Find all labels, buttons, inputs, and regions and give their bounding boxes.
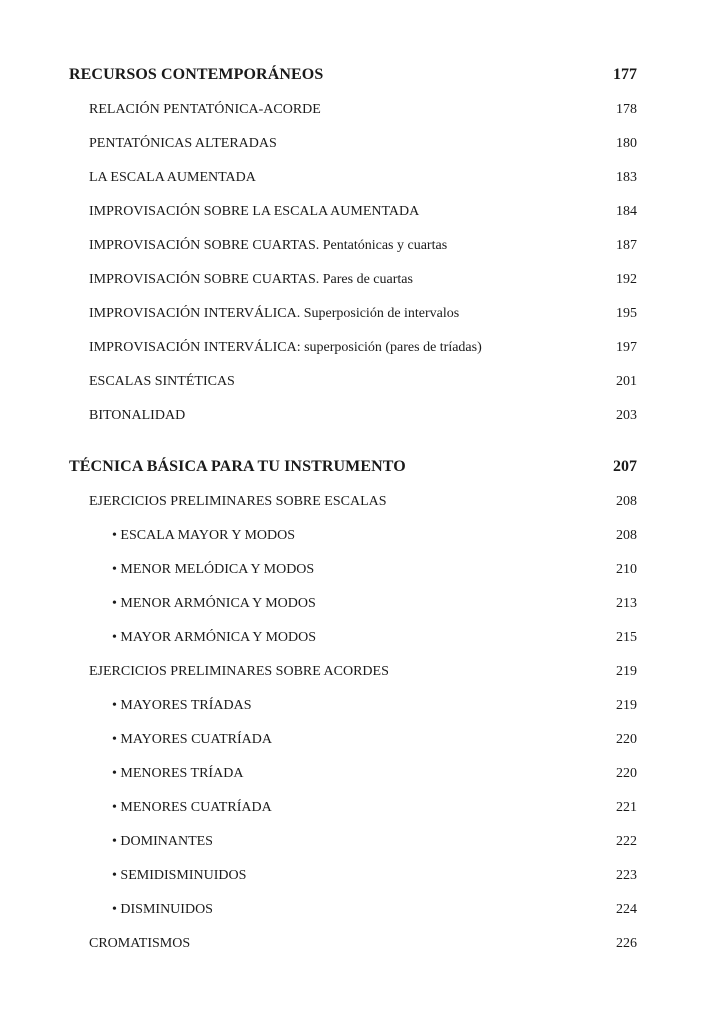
entry-title: IMPROVISACIÓN SOBRE CUARTAS. Pentatónicas y cuartas <box>89 238 448 253</box>
toc-entry <box>0 929 723 959</box>
section-page-number: 207 <box>613 458 637 475</box>
subentry-title: • SEMIDISMINUIDOS <box>112 868 247 883</box>
section-title: TÉCNICA BÁSICA PARA TU INSTRUMENTO <box>69 458 406 475</box>
subentry-title: • DISMINUIDOS <box>112 902 213 917</box>
entry-page-number: 215 <box>616 630 637 645</box>
subentry-title: • ESCALA MAYOR Y MODOS <box>112 528 296 543</box>
entry-title: PENTATÓNICAS ALTERADAS <box>89 136 277 151</box>
toc-entry <box>0 367 723 397</box>
entry-page-number: 180 <box>616 136 637 151</box>
toc-entry <box>0 401 723 431</box>
toc-entry <box>0 299 723 329</box>
entry-page-number: 187 <box>616 238 637 253</box>
entry-page-number: 192 <box>616 272 637 287</box>
toc-subentry <box>0 759 723 789</box>
toc-entry <box>0 487 723 517</box>
toc-subentry <box>0 521 723 551</box>
toc-section-heading <box>0 452 723 482</box>
entry-title: RELACIÓN PENTATÓNICA-ACORDE <box>89 102 321 117</box>
entry-title: EJERCICIOS PRELIMINARES SOBRE ACORDES <box>89 664 389 679</box>
entry-title: IMPROVISACIÓN INTERVÁLICA: superposición (pares de tríadas) <box>89 340 482 355</box>
entry-title: CROMATISMOS <box>89 936 191 951</box>
entry-page-number: 224 <box>616 902 637 917</box>
subentry-title: • MENORES TRÍADA <box>112 766 244 781</box>
toc-entry <box>0 197 723 227</box>
section-title: RECURSOS CONTEMPORÁNEOS <box>69 66 324 83</box>
entry-page-number: 222 <box>616 834 637 849</box>
entry-page-number: 219 <box>616 698 637 713</box>
entry-page-number: 178 <box>616 102 637 117</box>
subentry-title: • DOMINANTES <box>112 834 213 849</box>
entry-page-number: 203 <box>616 408 637 423</box>
entry-title: IMPROVISACIÓN SOBRE CUARTAS. Pares de cuartas <box>89 272 413 287</box>
entry-page-number: 219 <box>616 664 637 679</box>
subentry-title: • MENORES CUATRÍADA <box>112 800 272 815</box>
toc-entry <box>0 657 723 687</box>
toc-subentry <box>0 725 723 755</box>
toc-subentry <box>0 623 723 653</box>
toc-subentry <box>0 793 723 823</box>
section-page-number: 177 <box>613 66 637 83</box>
toc-entry <box>0 129 723 159</box>
subentry-title: • MENOR MELÓDICA Y MODOS <box>112 562 315 577</box>
toc-entry <box>0 95 723 125</box>
entry-page-number: 210 <box>616 562 637 577</box>
toc-entry <box>0 265 723 295</box>
toc-entry <box>0 231 723 261</box>
toc-subentry <box>0 861 723 891</box>
entry-page-number: 221 <box>616 800 637 815</box>
entry-page-number: 226 <box>616 936 637 951</box>
entry-page-number: 201 <box>616 374 637 389</box>
entry-page-number: 208 <box>616 494 637 509</box>
toc-subentry <box>0 555 723 585</box>
entry-title: BITONALIDAD <box>89 408 186 423</box>
toc-subentry <box>0 589 723 619</box>
entry-title: EJERCICIOS PRELIMINARES SOBRE ESCALAS <box>89 494 387 509</box>
toc-entry <box>0 333 723 363</box>
entry-title: IMPROVISACIÓN SOBRE LA ESCALA AUMENTADA <box>89 204 420 219</box>
subentry-title: • MAYORES TRÍADAS <box>112 698 252 713</box>
toc-entry <box>0 163 723 193</box>
subentry-title: • MAYORES CUATRÍADA <box>112 732 272 747</box>
entry-page-number: 213 <box>616 596 637 611</box>
toc-section-heading <box>0 60 723 90</box>
entry-page-number: 220 <box>616 766 637 781</box>
entry-title: ESCALAS SINTÉTICAS <box>89 374 235 389</box>
subentry-title: • MENOR ARMÓNICA Y MODOS <box>112 596 316 611</box>
entry-page-number: 220 <box>616 732 637 747</box>
toc-subentry <box>0 895 723 925</box>
entry-page-number: 183 <box>616 170 637 185</box>
subentry-title: • MAYOR ARMÓNICA Y MODOS <box>112 630 317 645</box>
entry-title: IMPROVISACIÓN INTERVÁLICA. Superposición de intervalos <box>89 306 460 321</box>
entry-page-number: 184 <box>616 204 637 219</box>
entry-page-number: 223 <box>616 868 637 883</box>
toc-subentry <box>0 827 723 857</box>
entry-title: LA ESCALA AUMENTADA <box>89 170 256 185</box>
entry-page-number: 208 <box>616 528 637 543</box>
entry-page-number: 197 <box>616 340 637 355</box>
toc-subentry <box>0 691 723 721</box>
entry-page-number: 195 <box>616 306 637 321</box>
